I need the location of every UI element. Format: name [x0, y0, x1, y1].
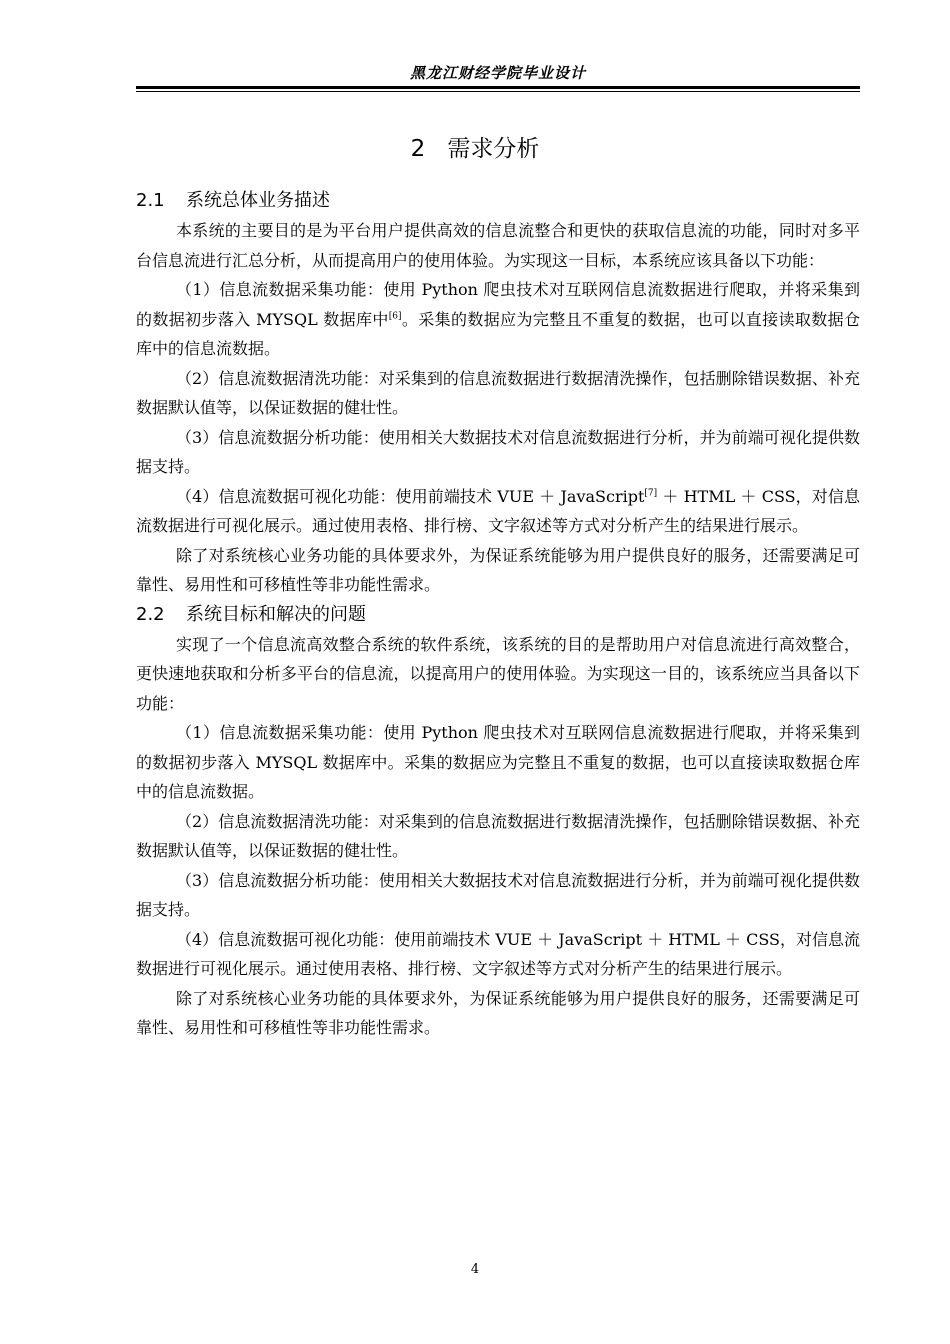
section-number: 2.1 [136, 190, 165, 211]
paragraph-text: （4）信息流数据可视化功能：使用前端技术 VUE ＋ JavaScript ＋ HTML ＋ CSS，对信息流数据进行可视化展示。通过使用表格、排行榜、文字叙述等方式对分析产生的结果进行展示。 [136, 929, 860, 978]
header-rule-thin [136, 91, 860, 92]
section-title: 系统总体业务描述 [186, 190, 330, 211]
section-number: 2.2 [136, 603, 165, 625]
section-heading [136, 186, 860, 216]
paragraph-text: （4）信息流数据可视化功能：使用前端技术 VUE ＋ JavaScript [176, 486, 645, 506]
header-rule-thick [136, 86, 860, 89]
list-item [136, 423, 860, 482]
chapter-number: 2 [410, 136, 426, 162]
chapter-title [0, 134, 950, 164]
paragraph-text: 实现了一个信息流高效整合系统的软件系统，该系统的目的是帮助用户对信息流进行高效整合，更快速地获取和分析多平台的信息流，以提高用户的使用体验。为实现这一目的，该系统应当具备以下功能： [136, 634, 860, 713]
list-item [136, 482, 860, 541]
list-item [136, 925, 860, 984]
list-item [136, 364, 860, 423]
citation: [7] [644, 488, 658, 499]
paragraph-text: 。采集的数据应为完整且不重复的数据，也可以直接读取数据仓库中的信息流数据。 [136, 309, 860, 358]
running-header: 黑龙江财经学院毕业设计 [409, 64, 586, 82]
section-title: 系统目标和解决的问题 [186, 603, 366, 625]
paragraph-text: 除了对系统核心业务功能的具体要求外，为保证系统能够为用户提供良好的服务，还需要满足可靠性、易用性和可移植性等非功能性需求。 [136, 545, 860, 594]
paragraph-text: （1）信息流数据采集功能：使用 Python 爬虫技术对互联网信息流数据进行爬取，并将采集到的数据初步落入 MYSQL 数据库中 [136, 280, 860, 329]
paragraph-text: 本系统的主要目的是为平台用户提供高效的信息流整合和更快的获取信息流的功能，同时对多平台信息流进行汇总分析，从而提高用户的使用体验。为实现这一目标，本系统应该具备以下功能： [136, 221, 860, 270]
page-number: 4 [470, 1262, 480, 1277]
paragraph-text: 除了对系统核心业务功能的具体要求外，为保证系统能够为用户提供良好的服务，还需要满足可靠性、易用性和可移植性等非功能性需求。 [136, 988, 860, 1037]
paragraph-text: （2）信息流数据清洗功能：对采集到的信息流数据进行数据清洗操作，包括删除错误数据、补充数据默认值等，以保证数据的健壮性。 [136, 368, 860, 417]
paragraph [136, 630, 860, 719]
list-item [136, 807, 860, 866]
section-heading [136, 600, 860, 630]
paragraph-text: ＋ HTML ＋ CSS，对信息流数据进行可视化展示。通过使用表格、排行榜、文字叙述等方式对分析产生的结果进行展示。 [136, 486, 860, 535]
paragraph [136, 541, 860, 600]
paragraph-text: （1）信息流数据采集功能：使用 Python 爬虫技术对互联网信息流数据进行爬取，并将采集到的数据初步落入 MYSQL 数据库中。采集的数据应为完整且不重复的数据，也可以直接读取数据仓库中的信息流数据。 [136, 723, 860, 801]
document-body [136, 186, 860, 1043]
citation: [6] [388, 311, 402, 322]
chapter-title-text: 需求分析 [447, 136, 540, 162]
paragraph [136, 216, 860, 275]
list-item [136, 866, 860, 925]
list-item [136, 718, 860, 807]
list-item [136, 275, 860, 364]
paragraph [136, 984, 860, 1043]
paragraph-text: （3）信息流数据分析功能：使用相关大数据技术对信息流数据进行分析，并为前端可视化提供数据支持。 [136, 427, 860, 476]
paragraph-text: （3）信息流数据分析功能：使用相关大数据技术对信息流数据进行分析，并为前端可视化提供数据支持。 [136, 870, 860, 919]
paragraph-text: （2）信息流数据清洗功能：对采集到的信息流数据进行数据清洗操作，包括删除错误数据、补充数据默认值等，以保证数据的健壮性。 [136, 811, 860, 860]
